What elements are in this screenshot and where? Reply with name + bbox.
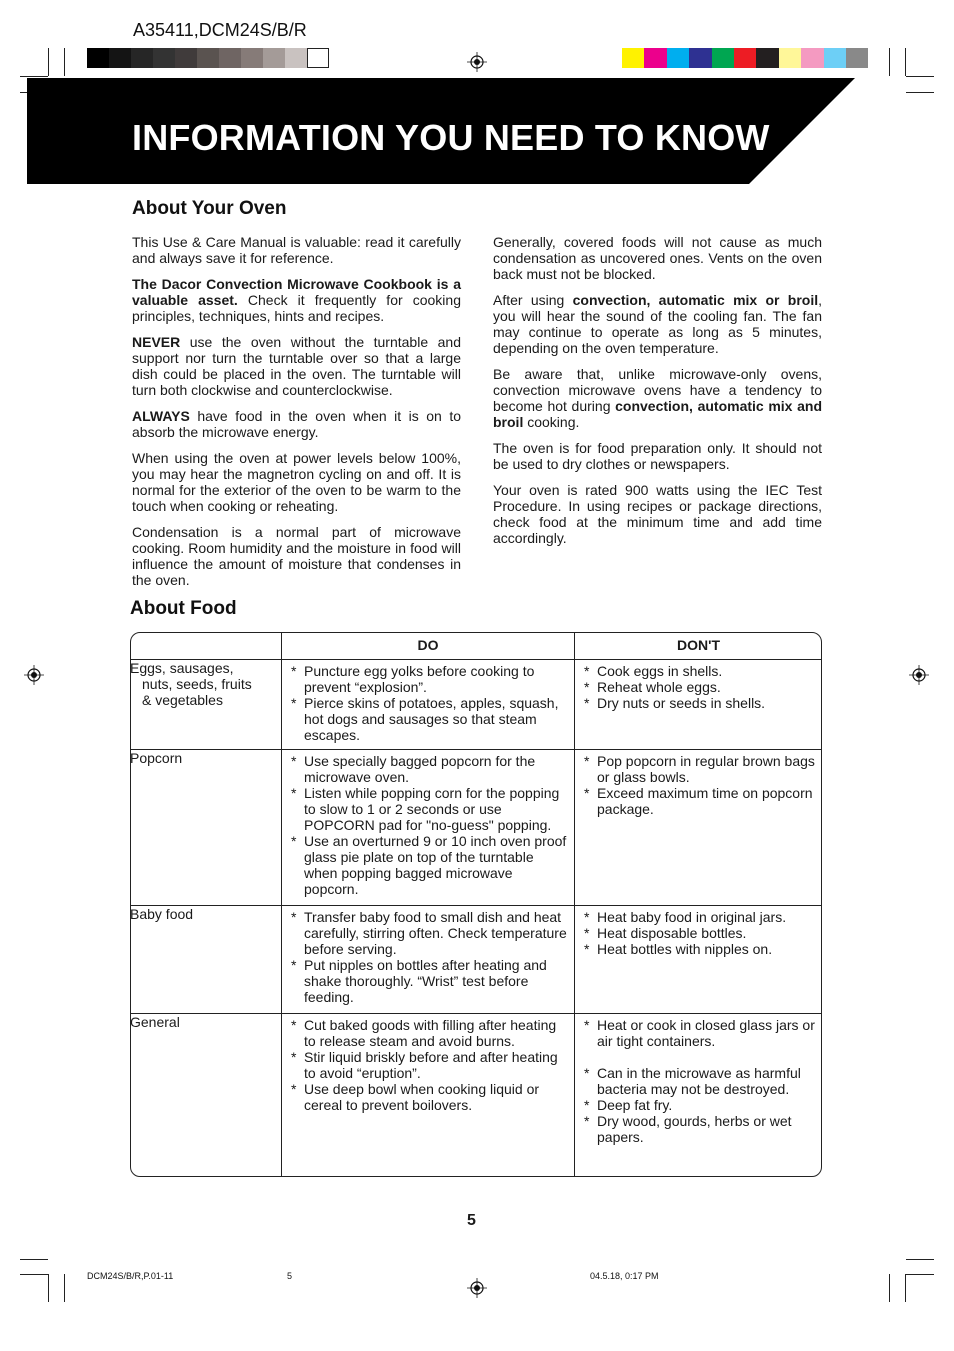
list-item: * Put nipples on bottles after heating and shake thoroughly. “Wrist” test before feeding. bbox=[291, 957, 568, 1005]
footer-file-name: DCM24S/B/R,P.01-11 bbox=[87, 1271, 174, 1281]
color-swatch bbox=[846, 48, 868, 68]
paragraph: ALWAYS have food in the oven when it is on to absorb the microwave energy. bbox=[132, 408, 461, 440]
table-row bbox=[130, 1014, 822, 1176]
dont-cell bbox=[575, 750, 822, 906]
color-swatch bbox=[756, 48, 778, 68]
list-item: * Cut baked goods with filling after heating to release steam and avoid burns. bbox=[291, 1017, 568, 1049]
gray-swatch bbox=[219, 48, 241, 68]
footer-page: 5 bbox=[287, 1271, 293, 1281]
about-oven-heading: About Your Oven bbox=[132, 198, 287, 219]
paragraph: NEVER use the oven without the turntable and support nor turn the turntable over so that a large dish could be placed in the oven. The turntable will turn both clockwise and counterclockwise. bbox=[132, 334, 461, 398]
paragraph: Condensation is a normal part of microwave cooking. Room humidity and the moisture in food will influence the amount of moisture that condenses in the oven. bbox=[132, 524, 461, 588]
gray-swatch bbox=[241, 48, 263, 68]
color-swatch bbox=[622, 48, 644, 68]
table-row bbox=[130, 750, 822, 906]
color-swatch bbox=[667, 48, 689, 68]
list-item: * Heat baby food in original jars. bbox=[584, 909, 816, 925]
list-item: * Use deep bowl when cooking liquid or cereal to prevent boilovers. bbox=[291, 1081, 568, 1113]
do-cell bbox=[282, 750, 575, 906]
paragraph: The oven is for food preparation only. It should not be used to dry clothes or newspapers. bbox=[493, 440, 822, 472]
paragraph: When using the oven at power levels below 100%, you may hear the magnetron cycling on and off. It is normal for the exterior of the oven to be warm to the touch when cooking or reheating. bbox=[132, 450, 461, 514]
footer-timestamp: 04.5.18, 0:17 PM bbox=[590, 1271, 659, 1281]
gray-swatch bbox=[131, 48, 153, 68]
color-swatch bbox=[801, 48, 823, 68]
gray-swatch bbox=[87, 48, 109, 68]
paragraph: After using convection, automatic mix or broil, you will hear the sound of the cooling fan. The fan may continue to operate as long as 5 minutes, depending on the oven temperature. bbox=[493, 292, 822, 356]
gray-swatch bbox=[285, 48, 307, 68]
list-item: * Dry wood, gourds, herbs or wet papers. bbox=[584, 1113, 816, 1145]
list-item: * Can in the microwave as harmful bacteria may not be destroyed. bbox=[584, 1065, 816, 1097]
column-header-do: DO bbox=[282, 632, 575, 660]
list-item: * Heat disposable bottles. bbox=[584, 925, 816, 941]
registration-mark-icon bbox=[909, 665, 929, 685]
about-food-heading: About Food bbox=[130, 598, 237, 619]
food-do-dont-table bbox=[130, 632, 822, 1176]
dont-cell bbox=[575, 660, 822, 750]
do-cell bbox=[282, 1014, 575, 1176]
table-row bbox=[130, 660, 822, 750]
column-header bbox=[130, 632, 282, 660]
color-swatch bbox=[689, 48, 711, 68]
list-item: * Dry nuts or seeds in shells. bbox=[584, 695, 816, 711]
gray-swatch bbox=[307, 48, 329, 68]
about-oven-left-column bbox=[132, 234, 461, 598]
registration-mark-icon bbox=[24, 665, 44, 685]
gray-swatch bbox=[109, 48, 131, 68]
dont-cell bbox=[575, 906, 822, 1014]
paragraph: The Dacor Convection Microwave Cookbook is a valuable asset. Check it frequently for cooking principles, techniques, hints and recipes. bbox=[132, 276, 461, 324]
list-item: * Puncture egg yolks before cooking to prevent “explosion”. bbox=[291, 663, 568, 695]
list-item: * Reheat whole eggs. bbox=[584, 679, 816, 695]
food-category: Baby food bbox=[130, 906, 282, 1014]
registration-mark-icon bbox=[467, 1278, 487, 1298]
color-swatch bbox=[779, 48, 801, 68]
paragraph: Your oven is rated 900 watts using the IEC Test Procedure. In using recipes or package directions, check food at the minimum time and add time accordingly. bbox=[493, 482, 822, 546]
list-item: * Stir liquid briskly before and after heating to avoid “eruption”. bbox=[291, 1049, 568, 1081]
gray-swatch bbox=[175, 48, 197, 68]
model-code: A35411,DCM24S/B/R bbox=[133, 20, 307, 40]
list-item: * Listen while popping corn for the popping to slow to 1 or 2 seconds or use POPCORN pad for "no-guess" popping. bbox=[291, 785, 568, 833]
table-row bbox=[130, 906, 822, 1014]
color-swatch bbox=[712, 48, 734, 68]
list-item: * Deep fat fry. bbox=[584, 1097, 816, 1113]
do-cell bbox=[282, 660, 575, 750]
page-number: 5 bbox=[467, 1212, 476, 1229]
do-cell bbox=[282, 906, 575, 1014]
gray-swatch bbox=[153, 48, 175, 68]
food-category: Popcorn bbox=[130, 750, 282, 906]
list-item: * Use specially bagged popcorn for the microwave oven. bbox=[291, 753, 568, 785]
paragraph: This Use & Care Manual is valuable: read it carefully and always save it for reference. bbox=[132, 234, 461, 266]
page-title: INFORMATION YOU NEED TO KNOW bbox=[132, 117, 770, 158]
list-item: * Heat bottles with nipples on. bbox=[584, 941, 816, 957]
food-category: Eggs, sausages, nuts, seeds, fruits & vegetables bbox=[130, 660, 282, 750]
paragraph: Generally, covered foods will not cause as much condensation as uncovered ones. Vents on the oven back must not be blocked. bbox=[493, 234, 822, 282]
food-category: General bbox=[130, 1014, 282, 1176]
gray-swatch bbox=[197, 48, 219, 68]
about-oven-right-column bbox=[493, 234, 822, 556]
list-item: * Exceed maximum time on popcorn package. bbox=[584, 785, 816, 817]
table-header-row bbox=[130, 632, 822, 660]
list-item: * Pierce skins of potatoes, apples, squash, hot dogs and sausages so that steam escapes. bbox=[291, 695, 568, 743]
color-swatch bbox=[734, 48, 756, 68]
color-swatch bbox=[644, 48, 666, 68]
list-item: * Pop popcorn in regular brown bags or glass bowls. bbox=[584, 753, 816, 785]
paragraph: Be aware that, unlike microwave-only ovens, convection microwave ovens have a tendency to become hot during convection, automatic mix and broil cooking. bbox=[493, 366, 822, 430]
list-item: * Heat or cook in closed glass jars or air tight containers. bbox=[584, 1017, 816, 1049]
list-item: * Cook eggs in shells. bbox=[584, 663, 816, 679]
list-item: * Use an overturned 9 or 10 inch oven proof glass pie plate on top of the turntable when popping bagged microwave popcorn. bbox=[291, 833, 568, 897]
column-header-dont: DON'T bbox=[575, 632, 822, 660]
dont-cell bbox=[575, 1014, 822, 1176]
color-swatch bbox=[824, 48, 846, 68]
list-item: * Transfer baby food to small dish and heat carefully, stirring often. Check temperature before serving. bbox=[291, 909, 568, 957]
registration-mark-icon bbox=[467, 52, 487, 72]
gray-swatch bbox=[263, 48, 285, 68]
